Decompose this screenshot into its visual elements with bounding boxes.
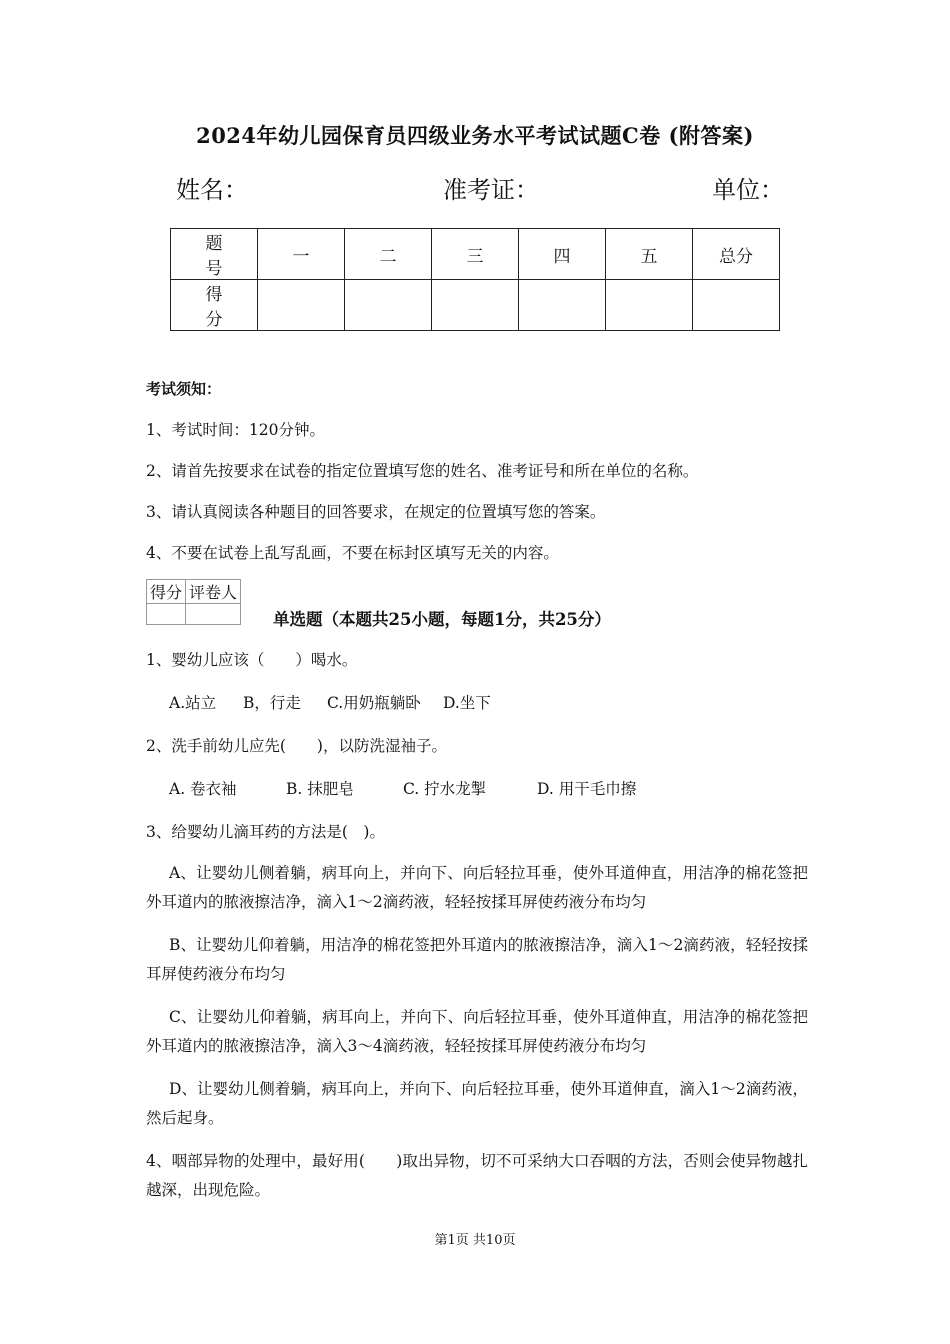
score-cell-2[interactable]	[345, 280, 432, 331]
notice-item: 1、考试时间：120分钟。	[146, 421, 325, 439]
header-cell-5: 五	[606, 229, 693, 280]
question-stem: 2、洗手前幼儿应先( )，以防洗湿袖子。	[146, 737, 447, 755]
score-cell-5[interactable]	[606, 280, 693, 331]
grader-box	[146, 579, 241, 625]
notice-title: 考试须知：	[146, 380, 222, 398]
score-table-score-row	[171, 280, 780, 331]
score-row-label: 得 分	[171, 280, 258, 331]
option-c: C、让婴幼儿仰着躺，病耳向上，并向下、向后轻拉耳垂，使外耳道伸直，用洁净的棉花签把外耳道内的脓液擦洁净，滴入3～4滴药液，轻轻按揉耳屏使药液分布均匀	[146, 1008, 808, 1055]
name-field-label: 姓名：	[176, 176, 248, 204]
option-d: D. 用干毛巾擦	[537, 780, 637, 798]
header-cell-total: 总分	[693, 229, 780, 280]
notice-item: 3、请认真阅读各种题目的回答要求，在规定的位置填写您的答案。	[146, 503, 606, 521]
score-cell-total[interactable]	[693, 280, 780, 331]
section-title: 单选题（本题共25小题，每题1分，共25分）	[273, 610, 611, 629]
option-a: A、让婴幼儿侧着躺，病耳向上，并向下、向后轻拉耳垂，使外耳道伸直，用洁净的棉花签把外耳道内的脓液擦洁净，滴入1～2滴药液，轻轻按揉耳屏使药液分布均匀	[146, 864, 808, 911]
exam-id-field-label: 准考证：	[443, 176, 539, 204]
option-c: C.用奶瓶躺卧	[327, 694, 421, 712]
grader-name-cell[interactable]	[186, 604, 241, 625]
option-d: D.坐下	[443, 694, 491, 712]
notice-item: 2、请首先按要求在试卷的指定位置填写您的姓名、准考证号和所在单位的名称。	[146, 462, 699, 480]
grader-name-label: 评卷人	[186, 580, 241, 604]
unit-field-label: 单位：	[712, 176, 784, 204]
option-d: D、让婴幼儿侧着躺，病耳向上，并向下、向后轻拉耳垂，使外耳道伸直，滴入1～2滴药液，然后起身。	[146, 1080, 808, 1127]
score-table	[170, 228, 780, 331]
option-b: B、让婴幼儿仰着躺，用洁净的棉花签把外耳道内的脓液擦洁净，滴入1～2滴药液，轻轻按揉耳屏使药液分布均匀	[146, 936, 808, 983]
score-cell-1[interactable]	[258, 280, 345, 331]
header-cell-2: 二	[345, 229, 432, 280]
score-cell-4[interactable]	[519, 280, 606, 331]
grader-score-cell[interactable]	[147, 604, 186, 625]
option-a: A.站立	[169, 694, 217, 712]
header-cell-label: 题 号	[171, 229, 258, 280]
page-footer: 第1页 共10页	[434, 1233, 516, 1248]
option-a: A. 卷衣袖	[169, 780, 237, 798]
score-cell-3[interactable]	[432, 280, 519, 331]
grader-score-label: 得分	[147, 580, 186, 604]
header-cell-4: 四	[519, 229, 606, 280]
option-c: C. 拧水龙掣	[403, 780, 487, 798]
page-title: 2024年幼儿园保育员四级业务水平考试试题C卷 (附答案)	[196, 123, 754, 148]
question-stem: 1、婴幼儿应该（ ）喝水。	[146, 651, 358, 669]
header-cell-1: 一	[258, 229, 345, 280]
option-b: B，行走	[243, 694, 301, 712]
question-stem: 4、咽部异物的处理中，最好用( )取出异物，切不可采纳大口吞咽的方法，否则会使异物越扎越深，出现危险。	[146, 1152, 808, 1199]
notice-item: 4、不要在试卷上乱写乱画，不要在标封区填写无关的内容。	[146, 544, 559, 562]
option-b: B. 抹肥皂	[286, 780, 354, 798]
question-stem: 3、给婴幼儿滴耳药的方法是( )。	[146, 823, 385, 841]
header-cell-3: 三	[432, 229, 519, 280]
score-table-header-row	[171, 229, 780, 280]
